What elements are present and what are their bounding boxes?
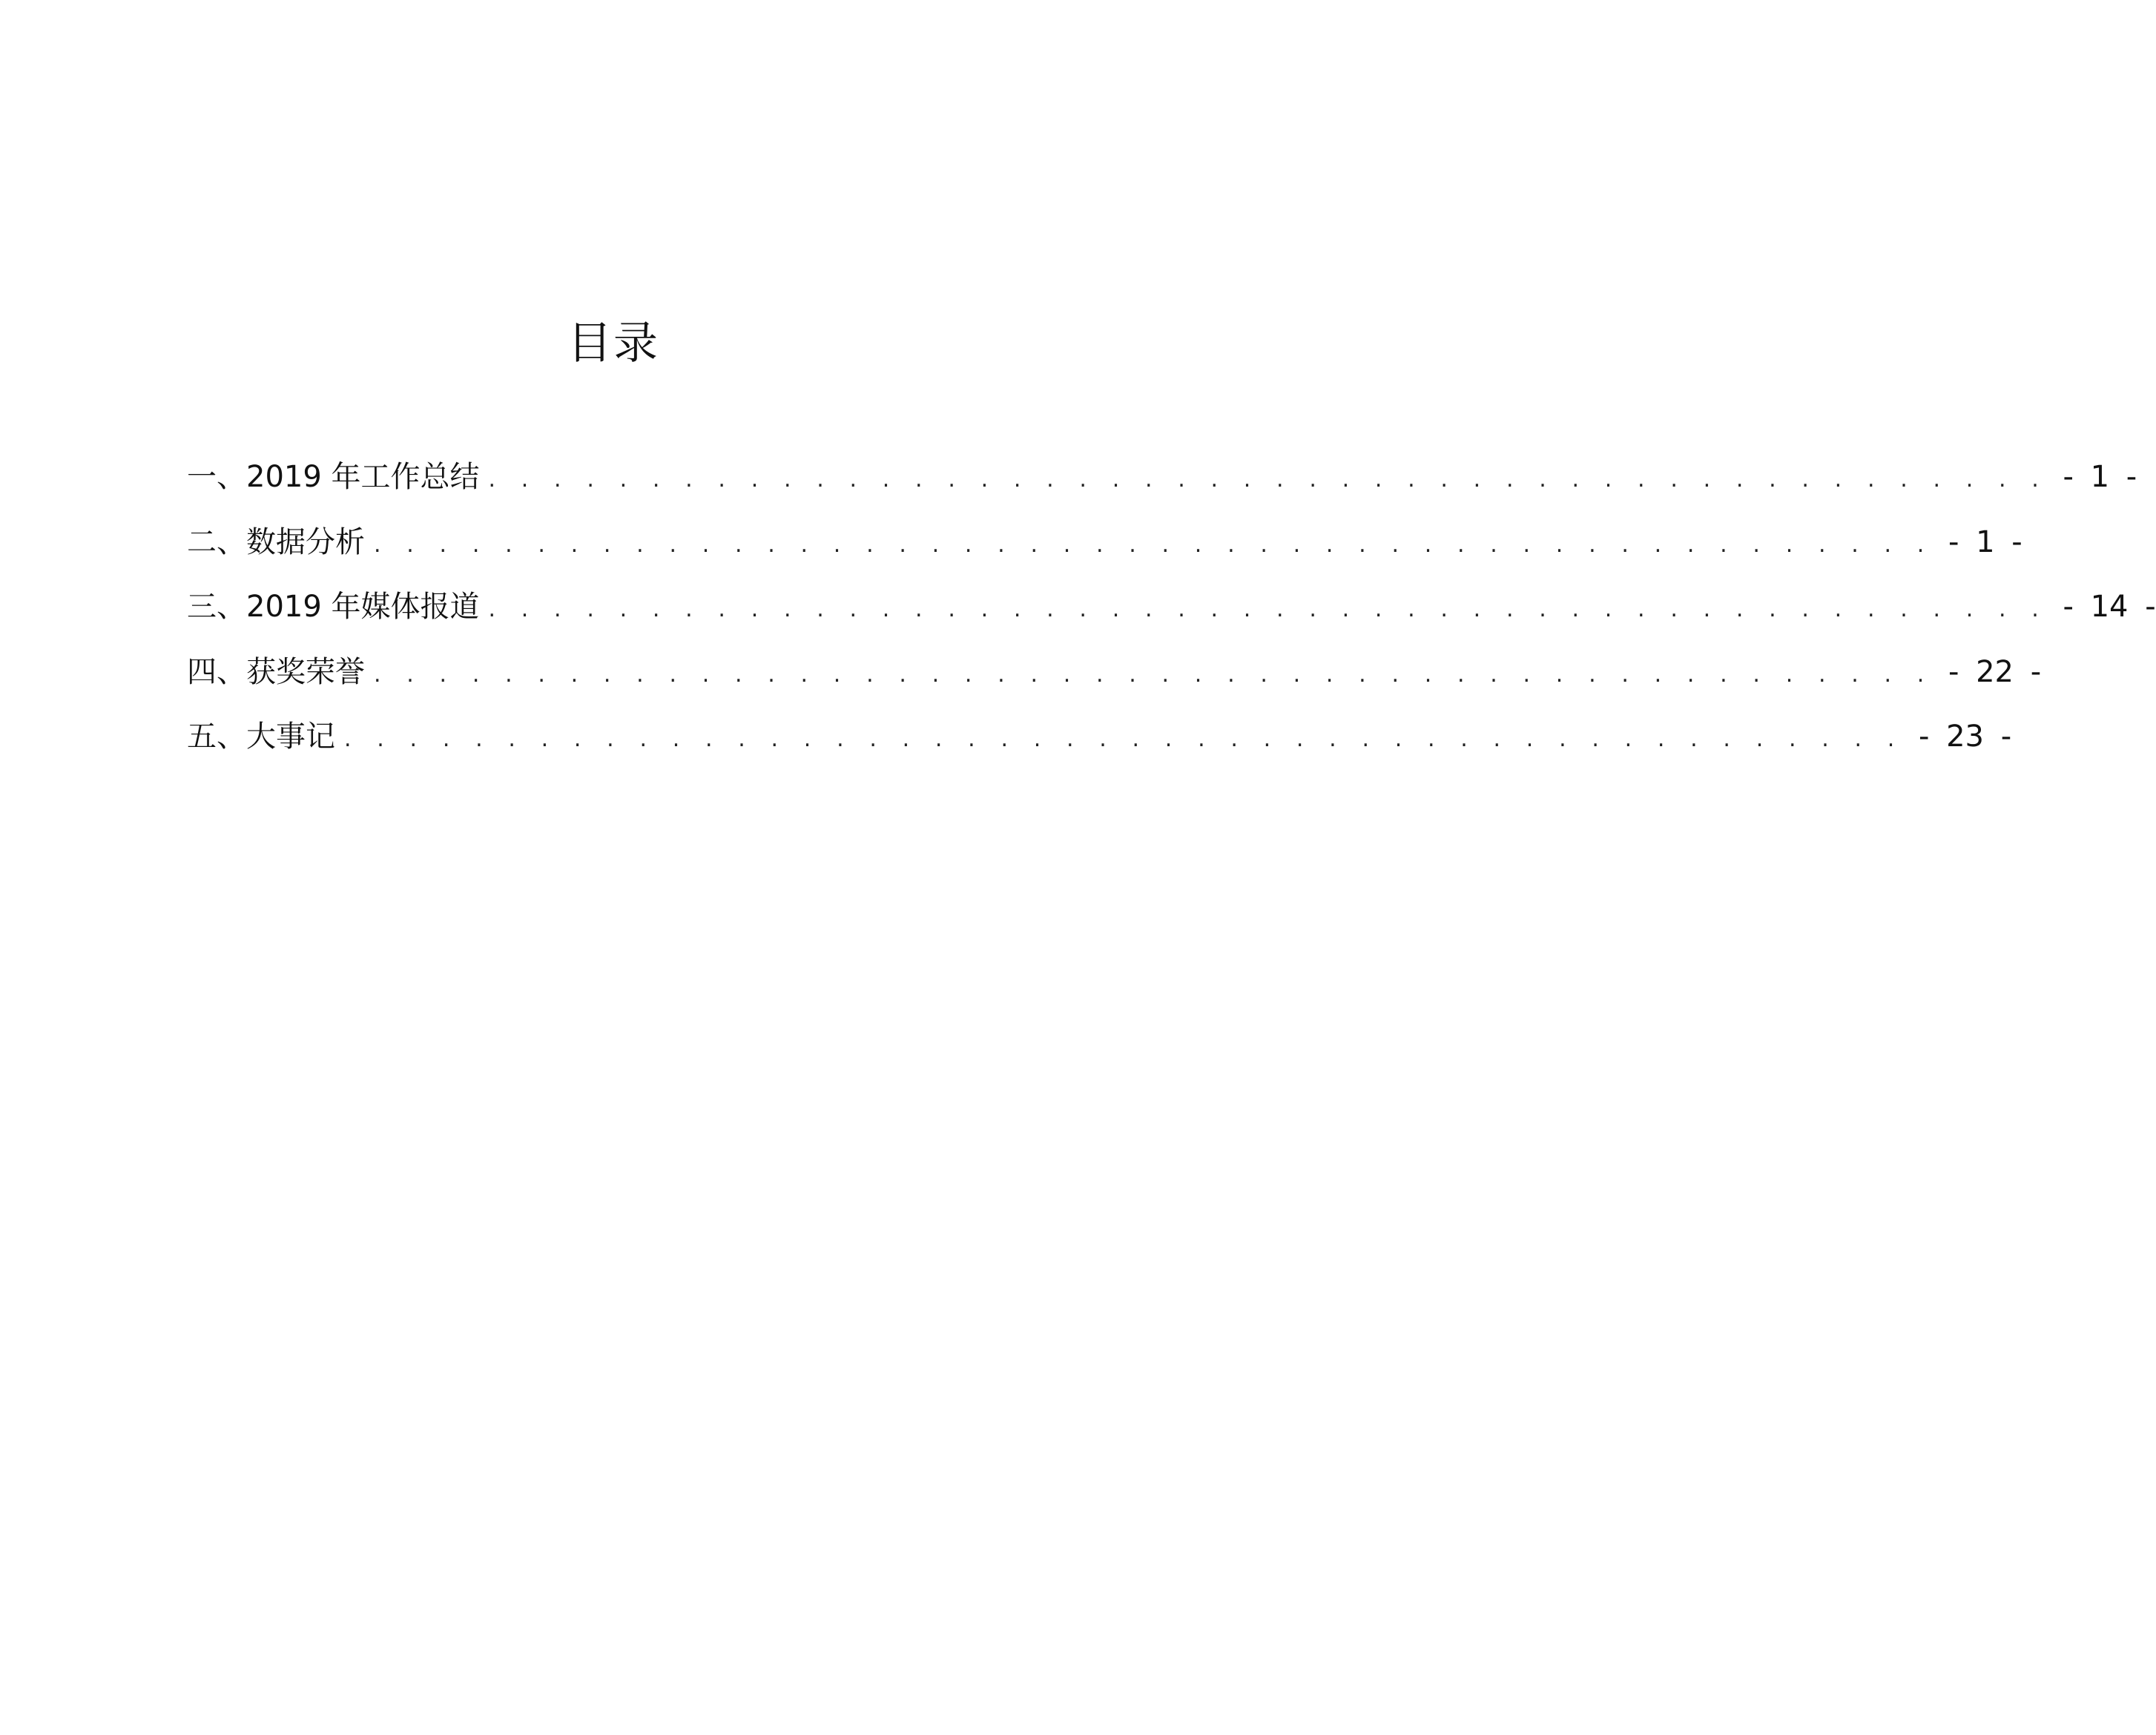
toc-dot-leader: . . . . . . . . . . . . . . . . . . . . . . . . . . . . . . . . . . . . . . . . . . . . . . . .	[488, 467, 2048, 493]
toc-dot-leader: . . . . . . . . . . . . . . . . . . . . . . . . . . . . . . . . . . . . . . . . . . . . . . . .	[344, 726, 1904, 752]
toc-entry[interactable]	[187, 640, 2042, 705]
toc-page-number: - 1 -	[1948, 524, 2023, 559]
toc-entry[interactable]	[187, 510, 2023, 576]
toc-page-number: - 23 -	[1918, 720, 2012, 754]
toc-entry[interactable]	[187, 705, 2012, 770]
toc-entry-title: 一、2019 年工作总结	[187, 460, 480, 494]
toc-dot-leader: . . . . . . . . . . . . . . . . . . . . . . . . . . . . . . . . . . . . . . . . . . . . . . . .	[374, 661, 1934, 688]
toc-page-number: - 1 -	[2063, 460, 2137, 494]
toc-entry[interactable]	[187, 445, 2137, 510]
toc-dot-leader: . . . . . . . . . . . . . . . . . . . . . . . . . . . . . . . . . . . . . . . . . . . . . . . .	[488, 596, 2048, 622]
toc-entry[interactable]	[187, 575, 2156, 640]
toc-page-number: - 22 -	[1948, 654, 2042, 689]
toc-entry-title: 四、获奖荣誉	[187, 654, 365, 689]
toc-page-number: - 14 -	[2063, 590, 2156, 624]
table-of-contents	[187, 445, 2156, 770]
page-title: 目录	[567, 317, 659, 369]
toc-entry-title: 三、2019 年媒体报道	[187, 590, 480, 624]
toc-dot-leader: . . . . . . . . . . . . . . . . . . . . . . . . . . . . . . . . . . . . . . . . . . . . . . . .	[374, 531, 1934, 558]
toc-entry-title: 二、数据分析	[187, 524, 365, 559]
toc-entry-title: 五、大事记	[187, 720, 335, 754]
